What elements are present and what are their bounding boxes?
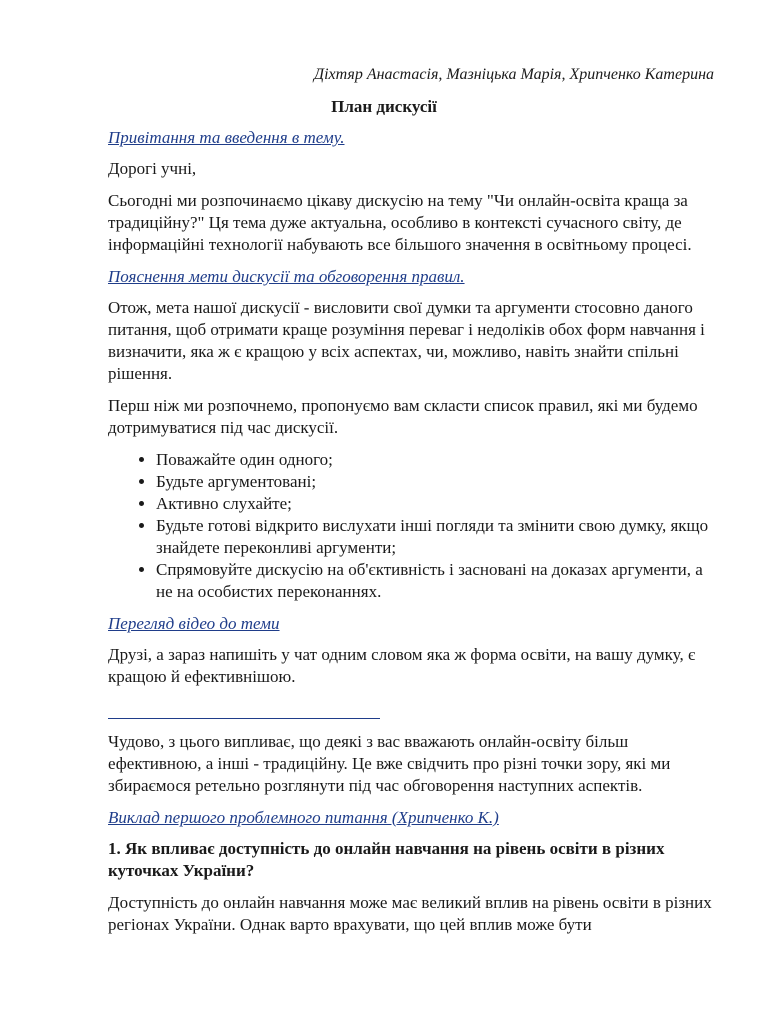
section-heading-first-issue: Виклад першого проблемного питання (Хрипченко К.) <box>108 808 499 827</box>
authors-line: Діхтяр Анастасія, Мазніцька Марія, Хрипченко Катерина <box>313 66 714 83</box>
salutation-paragraph: Дорогі учні, <box>108 159 197 178</box>
intro-paragraph: Сьогодні ми розпочинаємо цікаву дискусію на тему "Чи онлайн-освіта краща за традиційну?" Ця тема дуже актуальна, особливо в контексті сучасного світу, де інформаційні технології набувають все більшого значення в освітньому процесі. <box>108 191 692 254</box>
page-title: План дискусії <box>331 97 437 116</box>
section-heading-video: Перегляд відео до теми <box>108 614 280 633</box>
list-item: • Будьте аргументовані; <box>156 471 712 493</box>
list-item: • Спрямовуйте дискусію на об'єктивність і засновані на доказах аргументи, а не на особистих переконаннях. <box>156 559 712 603</box>
answer-blank-line <box>108 698 380 719</box>
chat-paragraph: Друзі, а зараз напишіть у чат одним словом яка ж форма освіти, на вашу думку, є кращою й ефективнішою. <box>108 645 696 686</box>
list-item: • Будьте готові відкрито вислухати інші погляди та змінити свою думку, якщо знайдете переконливі аргументи; <box>156 515 712 559</box>
goal-paragraph: Отож, мета нашої дискусії - висловити свої думки та аргументи стосовно даного питання, щоб отримати краще розуміння переваг і недоліків обох форм навчання і визначити, яка ж є кращою у всіх аспектах, чи, можливо, навіть знайти спільні рішення. <box>108 298 705 383</box>
rules-list <box>108 449 712 603</box>
rules-intro-paragraph: Перш ніж ми розпочнемо, пропонуємо вам скласти список правил, які ми будемо дотримуватися під час дискусії. <box>108 396 698 437</box>
section-heading-greeting: Привітання та введення в тему. <box>108 128 345 147</box>
question-heading: 1. Як впливає доступність до онлайн навчання на рівень освіти в різних куточках України? <box>108 839 665 880</box>
list-item: • Поважайте один одного; <box>156 449 712 471</box>
answer-paragraph: Доступність до онлайн навчання може має великий вплив на рівень освіти в різних регіонах України. Однак варто врахувати, що цей вплив може бути <box>108 893 712 934</box>
list-item: • Активно слухайте; <box>156 493 712 515</box>
section-heading-goal: Пояснення мети дискусії та обговорення правил. <box>108 267 465 286</box>
document-body <box>108 127 712 946</box>
result-paragraph: Чудово, з цього випливає, що деякі з вас вважають онлайн-освіту більш ефективною, а інші - традиційну. Це вже свідчить про різні точки зору, які ми збираємося ретельно розглянути під час обговорення наступних аспектів. <box>108 732 671 795</box>
